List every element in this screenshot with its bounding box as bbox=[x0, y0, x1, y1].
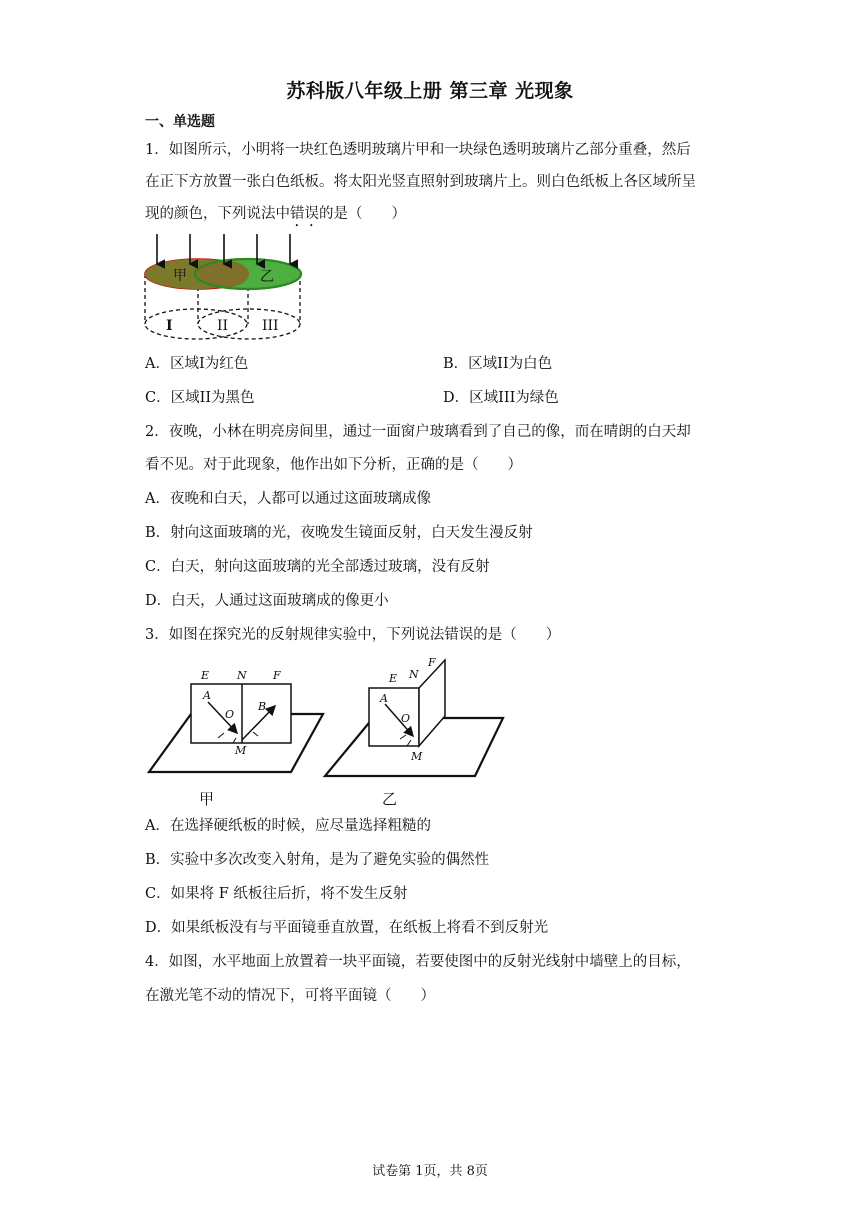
q4-text-line2: 在激光笔不动的情况下，可将平面镜（ ） bbox=[145, 988, 435, 1004]
region-ellipse-right bbox=[198, 309, 300, 339]
page-footer: 试卷第 1页，共 8页 bbox=[372, 1164, 488, 1179]
region-ellipse-left bbox=[145, 309, 247, 339]
q1-option-b: B．区域II为白色 bbox=[443, 356, 553, 372]
page-title: 苏科版八年级上册 第三章 光现象 bbox=[286, 80, 574, 102]
label-region-2: II bbox=[217, 318, 229, 334]
q2-option-d: D．白天，人通过这面玻璃成的像更小 bbox=[145, 593, 389, 609]
q3-reflection-figure bbox=[145, 654, 515, 810]
q1-text-line3 bbox=[145, 204, 406, 230]
label-E-left: E bbox=[201, 669, 210, 682]
q1-option-d: D．区域III为绿色 bbox=[443, 390, 559, 406]
label-O-right: O bbox=[401, 712, 411, 725]
caption-jia: 甲 bbox=[199, 790, 215, 808]
q3-text-line1: 3．如图在探究光的反射规律实验中，下列说法错误的是（ ） bbox=[145, 627, 561, 643]
caption-yi: 乙 bbox=[382, 790, 398, 808]
q1-text-line3-b: 的是（ ） bbox=[319, 206, 406, 222]
q4-text-line1: 4．如图，水平地面上放置着一块平面镜，若要使图中的反射光线射中墙壁上的目标， bbox=[145, 954, 691, 970]
label-N-right: N bbox=[409, 668, 419, 681]
paper-board-F-folded bbox=[419, 660, 445, 746]
q1-emphasis-word: 错误 bbox=[290, 206, 319, 222]
q2-text-line1: 2．夜晚，小林在明亮房间里，通过一面窗户玻璃看到了自己的像，而在晴朗的白天却 bbox=[145, 424, 691, 440]
q3-option-b: B．实验中多次改变入射角，是为了避免实验的偶然性 bbox=[145, 852, 490, 868]
q1-option-a: A．区域I为红色 bbox=[145, 356, 249, 372]
q2-text-line2: 看不见。对于此现象，他作出如下分析，正确的是（ ） bbox=[145, 457, 522, 473]
label-F-right: F bbox=[428, 656, 436, 669]
q3-option-d: D．如果纸板没有与平面镜垂直放置，在纸板上将看不到反射光 bbox=[145, 920, 549, 936]
q2-option-a: A．夜晚和白天，人都可以通过这面玻璃成像 bbox=[145, 491, 431, 507]
q2-option-c: C．白天，射向这面玻璃的光全部透过玻璃，没有反射 bbox=[145, 559, 490, 575]
label-N-left: N bbox=[237, 669, 247, 682]
figure-jia bbox=[149, 684, 323, 772]
q2-option-b: B．射向这面玻璃的光，夜晚发生镜面反射，白天发生漫反射 bbox=[145, 525, 533, 541]
label-region-3: III bbox=[262, 318, 279, 334]
q1-text-line2: 在正下方放置一张白色纸板。将太阳光竖直照射到玻璃片上。则白色纸板上各区域所呈 bbox=[145, 174, 696, 190]
label-yi: 乙 bbox=[260, 269, 274, 285]
label-A-left: A bbox=[203, 689, 211, 702]
label-A-right: A bbox=[380, 692, 388, 705]
label-O-left: O bbox=[225, 708, 235, 721]
label-M-right: M bbox=[411, 750, 423, 763]
label-B-left: B bbox=[258, 700, 267, 713]
label-region-1: I bbox=[166, 318, 173, 334]
label-jia: 甲 bbox=[173, 268, 187, 284]
label-M-left: M bbox=[235, 744, 247, 757]
q1-glass-figure bbox=[140, 232, 310, 344]
q1-text-line1: 1．如图所示，小明将一块红色透明玻璃片甲和一块绿色透明玻璃片乙部分重叠，然后 bbox=[145, 142, 691, 158]
label-E-right: E bbox=[389, 672, 398, 685]
q3-option-c: C．如果将 F 纸板往后折，将不发生反射 bbox=[145, 886, 408, 902]
section-heading: 一、单选题 bbox=[145, 114, 215, 130]
paper-board-E bbox=[369, 688, 419, 746]
q3-option-a: A．在选择硬纸板的时候，应尽量选择粗糙的 bbox=[145, 818, 431, 834]
q1-option-c: C．区域II为黑色 bbox=[145, 390, 255, 406]
q1-text-line3-a: 现的颜色，下列说法中 bbox=[145, 206, 290, 222]
label-F-left: F bbox=[273, 669, 281, 682]
